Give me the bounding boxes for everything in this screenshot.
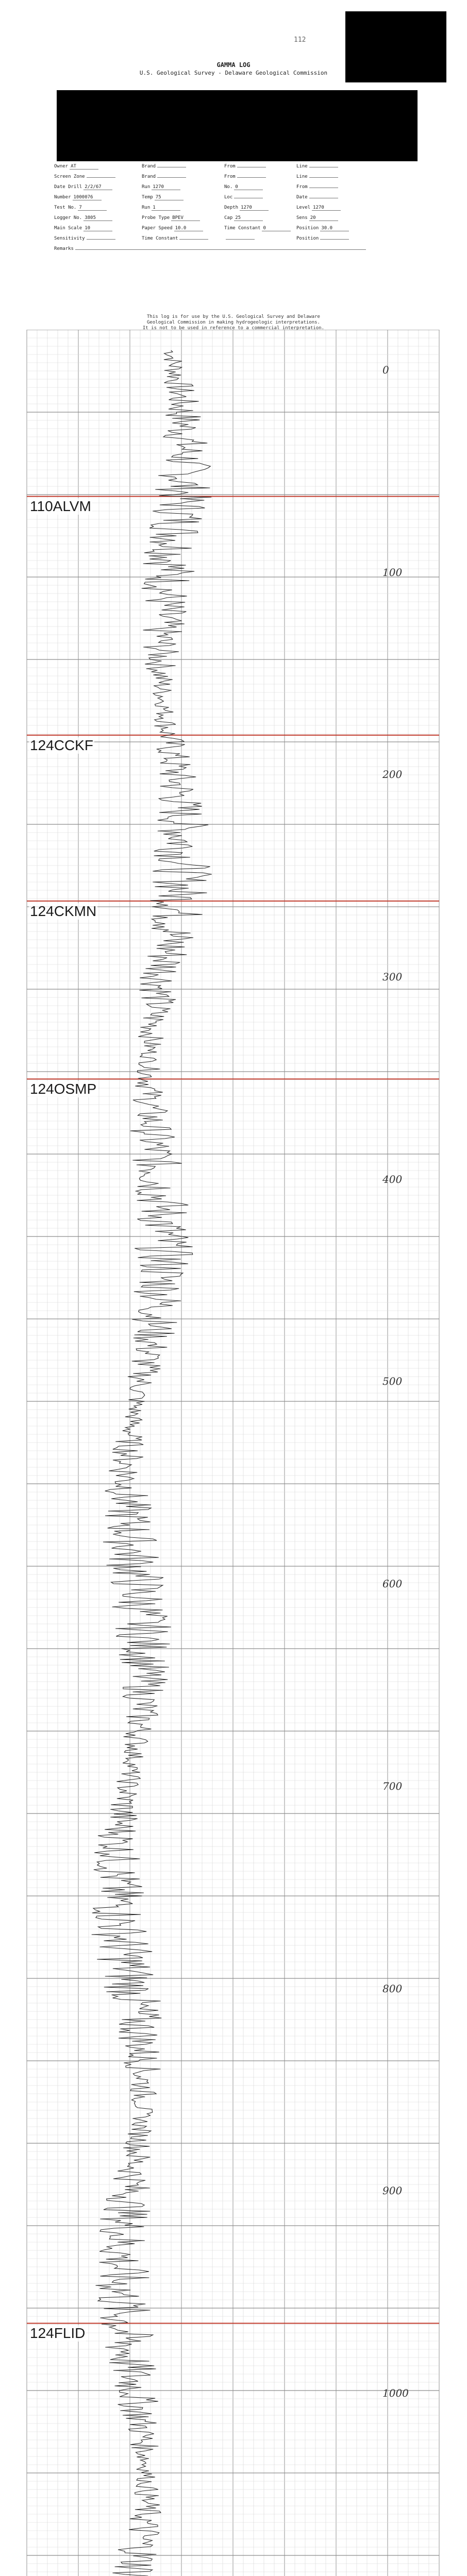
form-field-value: 2/2/67: [84, 184, 112, 190]
form-field: [54, 174, 115, 179]
form-field-label: Time Constant: [142, 236, 178, 241]
depth-tick-label: 900: [382, 2184, 403, 2197]
form-field-label: From: [224, 164, 236, 169]
form-field-label: Owner: [54, 164, 69, 169]
form-field: [54, 195, 102, 200]
form-field-label: Logger No.: [54, 215, 82, 221]
form-field-value: [309, 177, 338, 178]
form-field-value: 1270: [152, 184, 180, 190]
form-field-label: Sensitivity: [54, 236, 85, 241]
formation-label: 110ALVM: [30, 498, 91, 515]
form-field-label: Line: [296, 174, 308, 179]
form-field-label: Brand: [142, 164, 156, 169]
form-field: [54, 246, 366, 251]
depth-tick-label: 700: [382, 1780, 403, 1792]
form-field-label: Remarks: [54, 246, 74, 251]
form-field: [54, 236, 115, 241]
form-field-value: 1000076: [73, 195, 102, 200]
depth-tick-label: 400: [382, 1173, 403, 1185]
form-field-label: Level: [296, 205, 311, 210]
form-field-value: [157, 177, 186, 178]
form-field: [142, 164, 186, 169]
form-row: [54, 236, 384, 246]
form-row: [54, 174, 384, 184]
form-field-value: 1270: [312, 205, 341, 211]
depth-tick-label: 300: [382, 971, 403, 984]
form-field: [296, 205, 341, 211]
form-field-label: Time Constant: [224, 226, 261, 231]
form-field-value: 10: [84, 226, 112, 231]
form-field: [296, 174, 338, 179]
form-field: [54, 205, 107, 211]
form-field-label: Loc: [224, 195, 233, 200]
form-field: [296, 184, 338, 190]
form-row: [54, 246, 384, 257]
form-field-label: No.: [224, 184, 233, 190]
form-field: [142, 184, 180, 190]
form-field-label: Run: [142, 184, 151, 190]
depth-tick-label: 1000: [382, 2386, 409, 2399]
form-field: [142, 236, 208, 241]
form-field: [224, 164, 266, 169]
usage-note-line: It is not to be used in reference to a commercial interpretation.: [142, 326, 325, 331]
form-field-value: 25: [234, 215, 263, 221]
form-field-label: From: [224, 174, 236, 179]
form-field-value: BPEV: [171, 215, 200, 221]
form-field-label: From: [296, 184, 308, 190]
form-field-value: 30.0: [320, 226, 349, 231]
form-field-label: Probe Type: [142, 215, 170, 221]
form-field-value: [87, 177, 115, 178]
form-field-value: 1: [152, 205, 180, 211]
usage-note-line: Geological Commission in making hydrogeologic interpretations.: [147, 320, 320, 325]
depth-tick-label: 800: [382, 1982, 403, 1995]
form-field: [54, 215, 112, 221]
form-row: [54, 215, 384, 226]
page-number: 112: [294, 36, 306, 44]
gamma-log-chart: [22, 330, 445, 2576]
form-field: [224, 215, 263, 221]
form-field: [54, 184, 112, 190]
form-field-value: 0: [234, 184, 263, 190]
form-field-label: Screen Zone: [54, 174, 85, 179]
formation-label: 124FLID: [30, 2325, 86, 2342]
form-field-value: 7: [78, 205, 107, 211]
form-field: [296, 236, 349, 241]
form-field-value: AT: [70, 164, 98, 170]
form-field-value: [320, 239, 349, 240]
form-field-label: Position: [296, 236, 319, 241]
form-field-label: Test No.: [54, 205, 77, 210]
form-field: [142, 215, 200, 221]
form-field: [224, 205, 269, 211]
form-field-value: [179, 239, 208, 240]
form-field-label: Depth: [224, 205, 239, 210]
form-field-value: [226, 239, 255, 240]
form-field: [54, 226, 112, 231]
form-field-label: Brand: [142, 174, 156, 179]
form-field-value: 1270: [240, 205, 269, 211]
form-field-value: [237, 177, 266, 178]
usage-note-line: This log is for use by the U.S. Geological Survey and Delaware: [147, 314, 320, 319]
redaction-box-header: [57, 90, 418, 161]
form-field-label: Run: [142, 205, 151, 210]
form-field-value: [87, 239, 115, 240]
form-field-label: Date: [296, 195, 308, 200]
form-row: [54, 184, 384, 195]
form-field-value: 10.0: [174, 226, 203, 231]
formation-label: 124OSMP: [30, 1081, 97, 1097]
log-header-form: [54, 164, 384, 257]
form-field: [142, 226, 203, 231]
form-field: [224, 195, 263, 200]
gamma-log-svg: [22, 330, 445, 2576]
depth-tick-label: 600: [382, 1578, 403, 1590]
form-field-value: 0: [262, 226, 291, 231]
depth-tick-label: 0: [382, 364, 389, 376]
form-field-label: Paper Speed: [142, 226, 173, 231]
form-row: [54, 195, 384, 205]
form-field-value: [75, 249, 366, 250]
form-field: [142, 195, 184, 200]
form-row: [54, 226, 384, 236]
form-field-label: Cap: [224, 215, 233, 221]
log-subtitle: U.S. Geological Survey - Delaware Geological Commission: [139, 70, 328, 76]
form-field-label: Temp: [142, 195, 153, 200]
form-field-label: Number: [54, 195, 71, 200]
form-row: [54, 205, 384, 215]
form-field-label: Date Drill: [54, 184, 82, 190]
form-field: [224, 174, 266, 179]
form-field: [296, 226, 349, 231]
form-field: [296, 215, 338, 221]
log-title: GAMMA LOG: [216, 61, 251, 69]
depth-tick-label: 100: [382, 566, 403, 579]
depth-tick-label: 200: [382, 768, 403, 781]
form-field: [224, 226, 291, 231]
form-field-value: 20: [309, 215, 338, 221]
form-field-label: Line: [296, 164, 308, 169]
form-field: [296, 164, 338, 169]
form-field-label: Position: [296, 226, 319, 231]
form-field: [224, 184, 263, 190]
usage-note: [0, 314, 467, 331]
form-field: [142, 205, 180, 211]
formation-label: 124CKMN: [30, 903, 97, 919]
form-field-value: 75: [155, 195, 184, 200]
form-field: [142, 174, 186, 179]
formation-label: 124CCKF: [30, 737, 93, 753]
form-field-label: Main Scale: [54, 226, 82, 231]
form-field-value: 3805: [84, 215, 112, 221]
form-row: [54, 164, 384, 174]
form-field: [54, 164, 98, 170]
depth-tick-label: 500: [382, 1375, 403, 1388]
form-field: [296, 195, 338, 200]
form-field: [224, 236, 255, 241]
form-field-label: Sens: [296, 215, 308, 221]
